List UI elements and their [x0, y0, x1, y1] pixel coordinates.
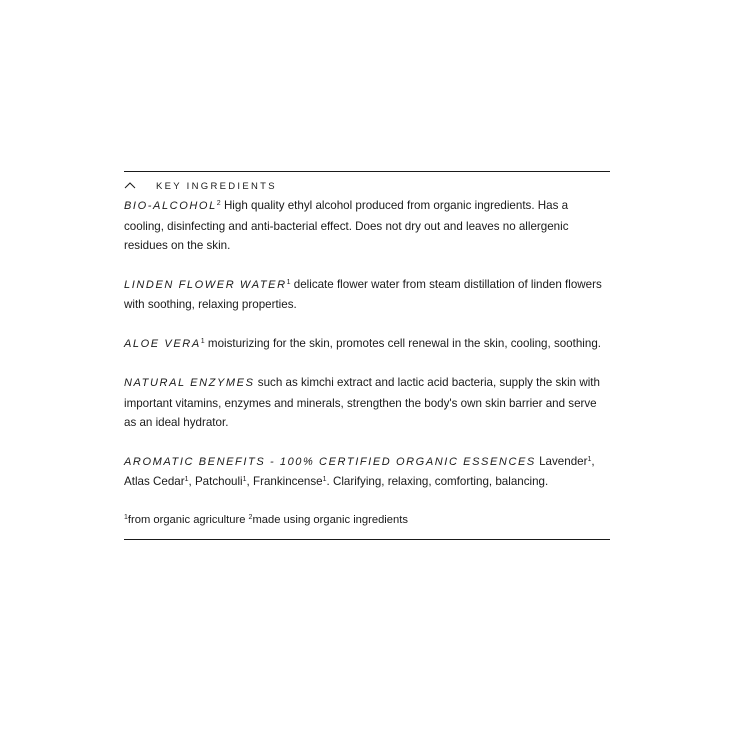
ingredient-item: [124, 373, 610, 433]
oil-sep: ,: [188, 475, 195, 488]
footnote-text: made using organic ingredients: [252, 513, 408, 526]
aromatic-benefits-item: [124, 452, 610, 492]
chevron-up-icon: [124, 181, 140, 191]
ingredient-item: [124, 275, 610, 315]
ingredient-item: [124, 196, 610, 256]
aromatic-tail: Clarifying, relaxing, comforting, balancing.: [332, 475, 549, 488]
oil-sep: ,: [246, 475, 253, 488]
oil-label: Frankincense: [253, 475, 323, 488]
oil-mark: 1: [242, 476, 247, 483]
ingredient-name: BIO-ALCOHOL: [124, 200, 217, 212]
ingredient-description: such as kimchi extract and lactic acid bacteria, supply the skin with important vitamins, enzymes and minerals, strengthen the body's own skin barrier and serve as an ideal hydrator.: [124, 376, 600, 429]
oil-sep: ,: [591, 454, 595, 468]
ingredient-mark: 1: [286, 278, 291, 286]
ingredient-mark: 2: [216, 200, 221, 207]
ingredient-description: moisturizing for the skin, promotes cell renewal in the skin, cooling, soothing.: [207, 336, 601, 350]
footnote-mark: 2: [248, 513, 253, 521]
key-ingredients-panel: [124, 171, 610, 540]
ingredient-mark: 1: [200, 337, 205, 345]
ingredient-name: ALOE VERA: [124, 337, 201, 350]
ingredient-name: LINDEN FLOWER WATER: [124, 278, 287, 291]
oil-label: Atlas Cedar: [124, 475, 185, 488]
oil-mark: 1: [587, 455, 592, 463]
oil-mark: 1: [184, 476, 189, 483]
bottom-divider: [124, 539, 610, 540]
oil-mark: 1: [322, 476, 327, 483]
oil-sep: .: [326, 475, 333, 488]
section-title: KEY INGREDIENTS: [156, 180, 277, 192]
oil-label: Lavender: [539, 454, 588, 468]
footnote: [124, 511, 610, 530]
aromatic-benefits-name: AROMATIC BENEFITS - 100% CERTIFIED ORGANIC ESSENCES: [124, 455, 536, 468]
ingredient-name: NATURAL ENZYMES: [124, 377, 255, 389]
ingredient-description: delicate flower water from steam distillation of linden flowers with soothing, relaxing properties.: [124, 277, 602, 311]
oil-label: Patchouli: [194, 475, 243, 488]
ingredient-item: [124, 334, 610, 355]
footnote-mark: 1: [124, 513, 128, 521]
footnote-text: from organic agriculture: [127, 513, 249, 526]
ingredient-description: High quality ethyl alcohol produced from organic ingredients. Has a cooling, disinfecting and anti-bacterial effect. Does not dry out and leaves no allergenic residues on the skin.: [124, 199, 569, 252]
